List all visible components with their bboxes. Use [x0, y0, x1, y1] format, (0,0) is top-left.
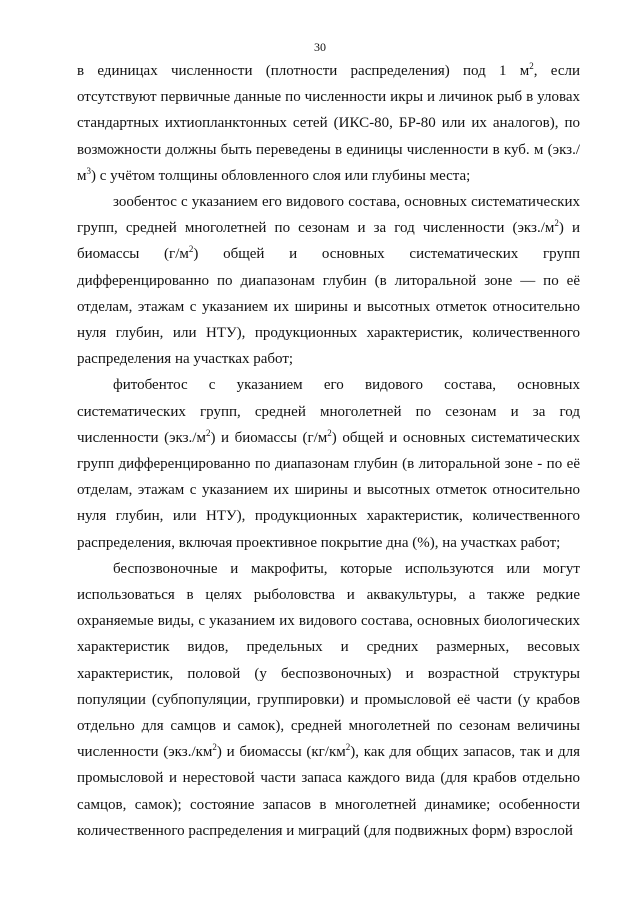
paragraph-text: ) и биомассы (г/м	[210, 429, 328, 446]
document-body	[77, 58, 580, 844]
paragraph-phytobenthos	[77, 372, 580, 555]
superscript-exponent: 2	[212, 742, 217, 753]
paragraph-text: ) общей и основных систематических групп дифференцированно по диапазонам глубин (в литоральной зоне — по её отделам, этажам с указанием их ширины и высотных отметок относительно нуля глубин, или НТУ), продукционных характеристик, количественного распределения на участках работ;	[77, 246, 580, 368]
superscript-exponent: 2	[205, 427, 211, 438]
paragraph-invertebrates-macrophytes	[77, 556, 580, 844]
paragraph-text: в единицах численности (плотности распределения) под 1 м	[77, 63, 530, 79]
paragraph-text: ) и биомассы (г/м	[77, 220, 580, 263]
superscript-exponent: 2	[529, 61, 534, 71]
superscript-exponent: 2	[327, 427, 332, 438]
superscript-exponent: 2	[188, 244, 194, 255]
superscript-exponent: 3	[86, 165, 91, 176]
paragraph-text: беспозвоночные и макрофиты, которые используются или могут использоваться в целях рыболовства и аквакультуры, а также редкие охраняемые виды, с указанием их видового состава, основных биологических характеристик видов, предельных и средних размерных, весовых характеристик, половой (у беспозвоночных) и возрастной структуры популяции (субпопуляции, группировки) и промысловой её части (у крабов отдельно для самцов и самок), средней многолетней по сезонам величины численности (экз./км	[77, 560, 580, 761]
paragraph-text: ) и биомассы (кг/км	[216, 744, 346, 761]
paragraph-text: зообентос с указанием его видового состава, основных систематических групп, средней многолетней по сезонам и за год численности (экз./м	[77, 194, 580, 237]
superscript-exponent: 2	[345, 742, 351, 753]
paragraph-text: ), как для общих запасов, так и для промысловой и нерестовой части запаса каждого вида (для крабов отдельно самцов, самок); состояние запасов в многолетней динамике; особенности количественного распределения и миграций (для подвижных форм) взрослой	[77, 744, 581, 839]
paragraph-text: ) с учётом толщины обловленного слоя или глубины места;	[91, 167, 471, 184]
superscript-exponent: 2	[554, 218, 559, 229]
paragraph-text: ) общей и основных систематических групп дифференцированно по диапазонам глубин (в литоральной зоне - по её отделам, этажам с указанием их ширины и высотных отметок относительно нуля глубин, или НТУ), продукционных характеристик, количественного распределения, включая проективное покрытие дна (%), на участках работ;	[77, 429, 581, 551]
paragraph-intro-units	[77, 58, 580, 189]
paragraph-zoobenthos	[77, 189, 580, 372]
paragraph-text: фитобентос с указанием его видового состава, основных систематических групп, средней многолетней по сезонам и за год численности (экз./м	[77, 377, 580, 446]
paragraph-text: , если отсутствуют первичные данные по численности икры и личинок рыб в уловах стандартных ихтиопланктонных сетей (ИКС-80, БР-80 или их аналогов), по возможности должны быть переведены в единицы численности в куб. м (экз./м	[77, 63, 580, 184]
page-number: 30	[314, 40, 326, 54]
